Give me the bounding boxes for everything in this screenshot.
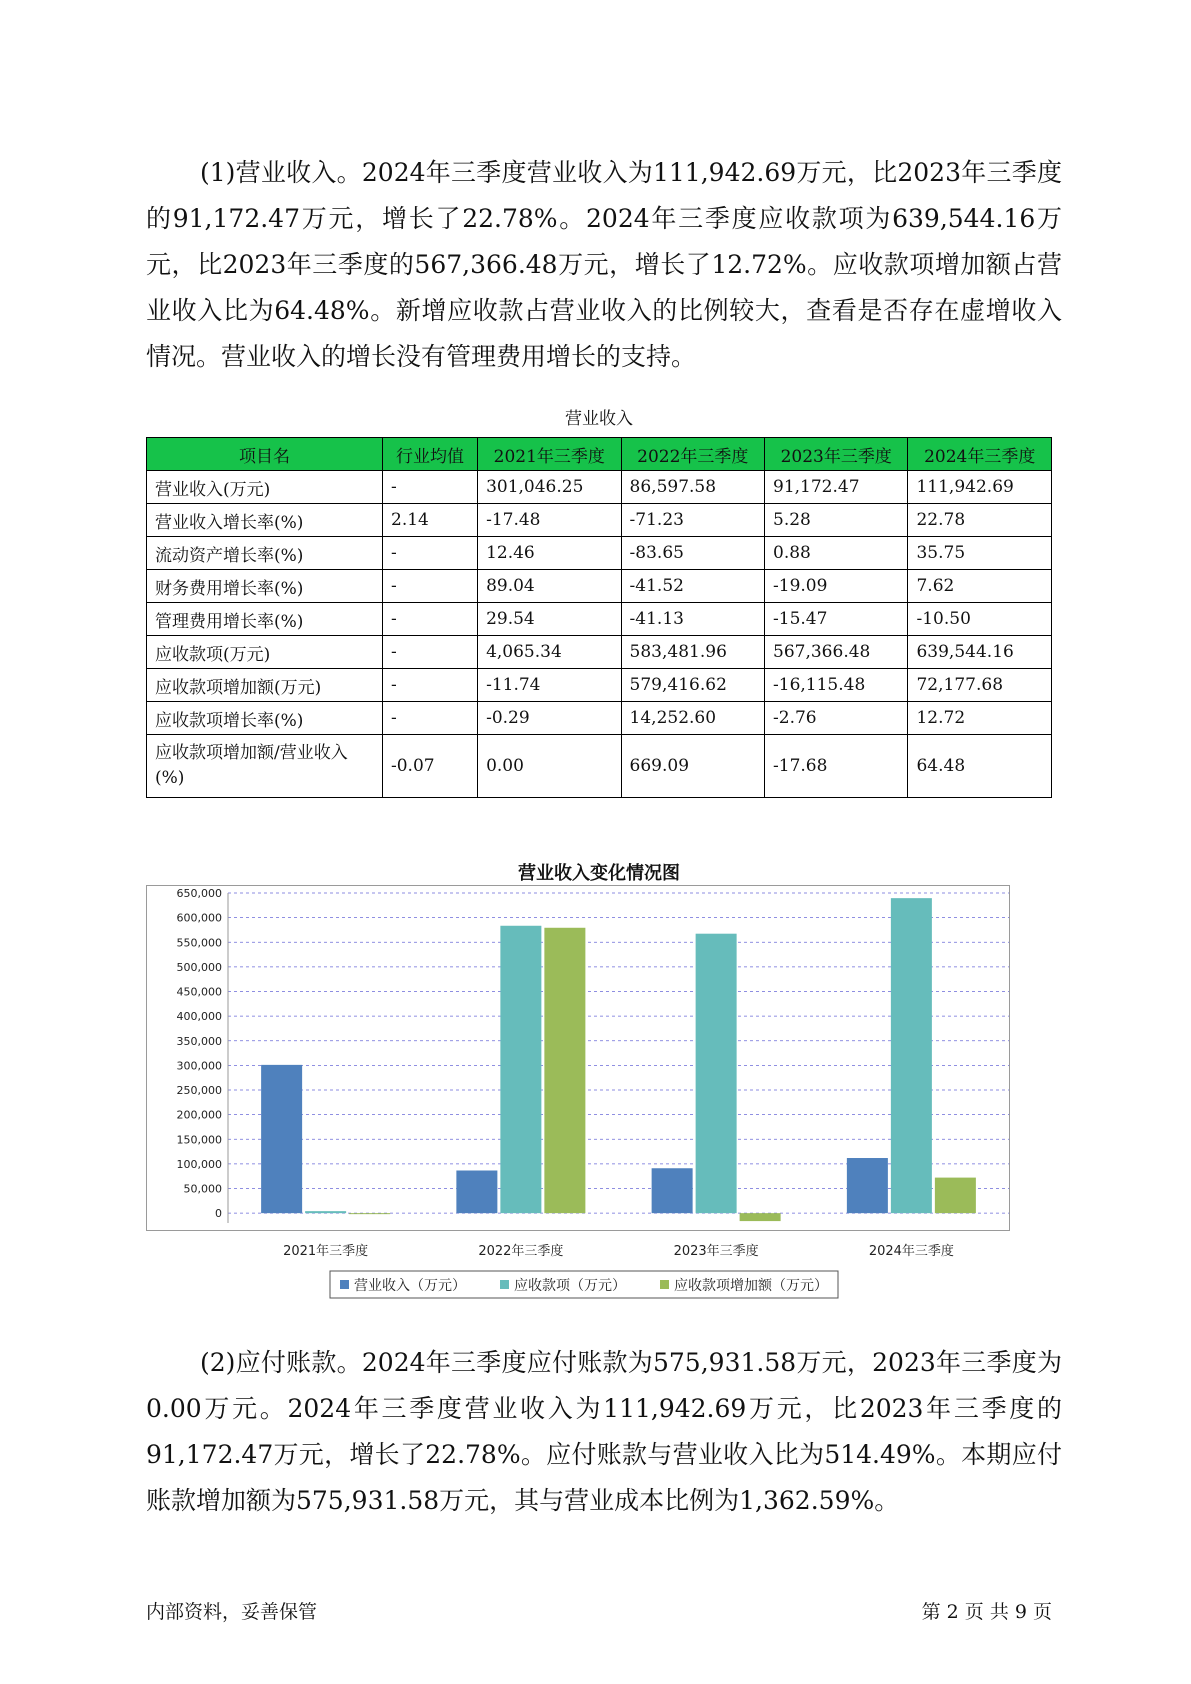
table-cell: 7.62 xyxy=(908,570,1052,603)
table-cell: 应收款项增长率(%) xyxy=(147,702,383,735)
chart-title: 营业收入变化情况图 xyxy=(518,863,680,884)
y-tick-label: 150,000 xyxy=(176,1133,222,1147)
bar xyxy=(935,1178,976,1214)
table-cell: 14,252.60 xyxy=(621,702,764,735)
table-cell: 639,544.16 xyxy=(908,636,1052,669)
header-cell: 2024年三季度 xyxy=(908,438,1052,471)
table-cell: 35.75 xyxy=(908,537,1052,570)
table-cell: - xyxy=(383,471,478,504)
table-cell: - xyxy=(383,603,478,636)
legend-label: 营业收入（万元） xyxy=(354,1278,466,1294)
bar xyxy=(261,1065,302,1213)
table-cell: -17.48 xyxy=(478,504,621,537)
table-cell: 301,046.25 xyxy=(478,471,621,504)
legend-swatch xyxy=(340,1280,349,1289)
paragraph-payables-text: (2)应付账款。2024年三季度应付账款为575,931.58万元，2023年三季度为0.00万元。2024年三季度营业收入为111,942.69万元，比2023年三季度的91,172.47万元，增长了22.78%。应付账款与营业收入比为514.49%。本期应付账款增加额为575,931.58万元，其与营业成本比例为1,362.59%。 xyxy=(146,1348,1062,1515)
y-tick-label: 350,000 xyxy=(176,1034,222,1048)
table-cell: -10.50 xyxy=(908,603,1052,636)
table-row xyxy=(147,504,1052,537)
table-cell: 12.72 xyxy=(908,702,1052,735)
table-row xyxy=(147,537,1052,570)
bar xyxy=(544,928,585,1213)
y-tick-label: 50,000 xyxy=(183,1182,222,1196)
y-tick-label: 400,000 xyxy=(176,1010,222,1024)
bar xyxy=(305,1211,346,1213)
table-cell: 64.48 xyxy=(908,735,1052,798)
y-tick-label: 100,000 xyxy=(176,1157,222,1171)
paragraph-payables xyxy=(146,1340,1062,1524)
table-row xyxy=(147,702,1052,735)
table-cell: 财务费用增长率(%) xyxy=(147,570,383,603)
table-cell: - xyxy=(383,669,478,702)
y-tick-label: 200,000 xyxy=(176,1108,222,1122)
table-row xyxy=(147,570,1052,603)
table-cell: 0.88 xyxy=(765,537,908,570)
table-cell: 669.09 xyxy=(621,735,764,798)
table-cell: - xyxy=(383,702,478,735)
table-row xyxy=(147,735,1052,798)
table-cell: 营业收入增长率(%) xyxy=(147,504,383,537)
y-tick-label: 550,000 xyxy=(176,936,222,950)
table-cell: -0.29 xyxy=(478,702,621,735)
table-cell: - xyxy=(383,537,478,570)
revenue-table xyxy=(146,437,1052,798)
y-tick-label: 650,000 xyxy=(176,887,222,900)
x-tick-label: 2023年三季度 xyxy=(673,1244,759,1259)
table-cell: -41.52 xyxy=(621,570,764,603)
table-row xyxy=(147,603,1052,636)
table-caption: 营业收入 xyxy=(565,409,633,429)
bar xyxy=(349,1213,390,1214)
y-tick-label: 0 xyxy=(215,1207,222,1221)
table-cell: -15.47 xyxy=(765,603,908,636)
table-cell: 0.00 xyxy=(478,735,621,798)
header-cell: 2023年三季度 xyxy=(765,438,908,471)
bar xyxy=(456,1170,497,1213)
bar xyxy=(847,1158,888,1213)
legend-label: 应收款项（万元） xyxy=(514,1278,626,1294)
header-cell: 2022年三季度 xyxy=(621,438,764,471)
table-cell: -17.68 xyxy=(765,735,908,798)
table-cell: 应收款项增加额(万元) xyxy=(147,669,383,702)
table-cell: 583,481.96 xyxy=(621,636,764,669)
table-row xyxy=(147,636,1052,669)
table-cell: 29.54 xyxy=(478,603,621,636)
x-tick-label: 2022年三季度 xyxy=(478,1244,564,1259)
table-cell: 111,942.69 xyxy=(908,471,1052,504)
table-cell: 管理费用增长率(%) xyxy=(147,603,383,636)
table-cell: 579,416.62 xyxy=(621,669,764,702)
footer-confidential: 内部资料，妥善保管 xyxy=(146,1601,318,1623)
y-tick-label: 500,000 xyxy=(176,960,222,974)
table-cell: -11.74 xyxy=(478,669,621,702)
table-cell: 91,172.47 xyxy=(765,471,908,504)
table-cell: 2.14 xyxy=(383,504,478,537)
x-tick-label: 2021年三季度 xyxy=(283,1244,369,1259)
footer-page-number: 第 2 页 共 9 页 xyxy=(921,1601,1052,1623)
table-cell: -19.09 xyxy=(765,570,908,603)
header-cell: 项目名 xyxy=(147,438,383,471)
legend-swatch xyxy=(500,1280,509,1289)
table-row xyxy=(147,471,1052,504)
bar xyxy=(696,934,737,1213)
bar xyxy=(500,926,541,1213)
table-cell: 86,597.58 xyxy=(621,471,764,504)
table-cell: 72,177.68 xyxy=(908,669,1052,702)
table-cell: 567,366.48 xyxy=(765,636,908,669)
bar xyxy=(652,1168,693,1213)
legend-swatch xyxy=(660,1280,669,1289)
table-cell: -83.65 xyxy=(621,537,764,570)
table-cell: -2.76 xyxy=(765,702,908,735)
y-tick-label: 450,000 xyxy=(176,985,222,999)
table-cell: -71.23 xyxy=(621,504,764,537)
table-header-row xyxy=(147,438,1052,471)
paragraph-revenue-text: (1)营业收入。2024年三季度营业收入为111,942.69万元，比2023年三季度的91,172.47万元，增长了22.78%。2024年三季度应收款项为639,544.16万元，比2023年三季度的567,366.48万元，增长了12.72%。应收款项增加额占营业收入比为64.48%。新增应收款占营业收入的比例较大，查看是否存在虚增收入情况。营业收入的增长没有管理费用增长的支持。 xyxy=(146,158,1062,371)
table-cell: - xyxy=(383,636,478,669)
y-tick-label: 250,000 xyxy=(176,1084,222,1098)
table-cell: -0.07 xyxy=(383,735,478,798)
table-cell: 流动资产增长率(%) xyxy=(147,537,383,570)
header-cell: 行业均值 xyxy=(383,438,478,471)
table-cell: 营业收入(万元) xyxy=(147,471,383,504)
legend-label: 应收款项增加额（万元） xyxy=(674,1278,828,1294)
y-tick-label: 300,000 xyxy=(176,1059,222,1073)
bar xyxy=(891,898,932,1213)
table-cell: 应收款项(万元) xyxy=(147,636,383,669)
table-cell: 4,065.34 xyxy=(478,636,621,669)
table-cell: 22.78 xyxy=(908,504,1052,537)
header-cell: 2021年三季度 xyxy=(478,438,621,471)
table-cell: 12.46 xyxy=(478,537,621,570)
table-cell: -16,115.48 xyxy=(765,669,908,702)
table-cell: 应收款项增加额/营业收入(%) xyxy=(147,735,383,798)
x-tick-label: 2024年三季度 xyxy=(868,1244,954,1259)
table-cell: 5.28 xyxy=(765,504,908,537)
bar xyxy=(740,1213,781,1221)
y-tick-label: 600,000 xyxy=(176,911,222,925)
table-cell: -41.13 xyxy=(621,603,764,636)
table-cell: - xyxy=(383,570,478,603)
table-cell: 89.04 xyxy=(478,570,621,603)
table-row xyxy=(147,669,1052,702)
revenue-bar-chart xyxy=(146,885,1052,1305)
paragraph-revenue xyxy=(146,150,1062,380)
